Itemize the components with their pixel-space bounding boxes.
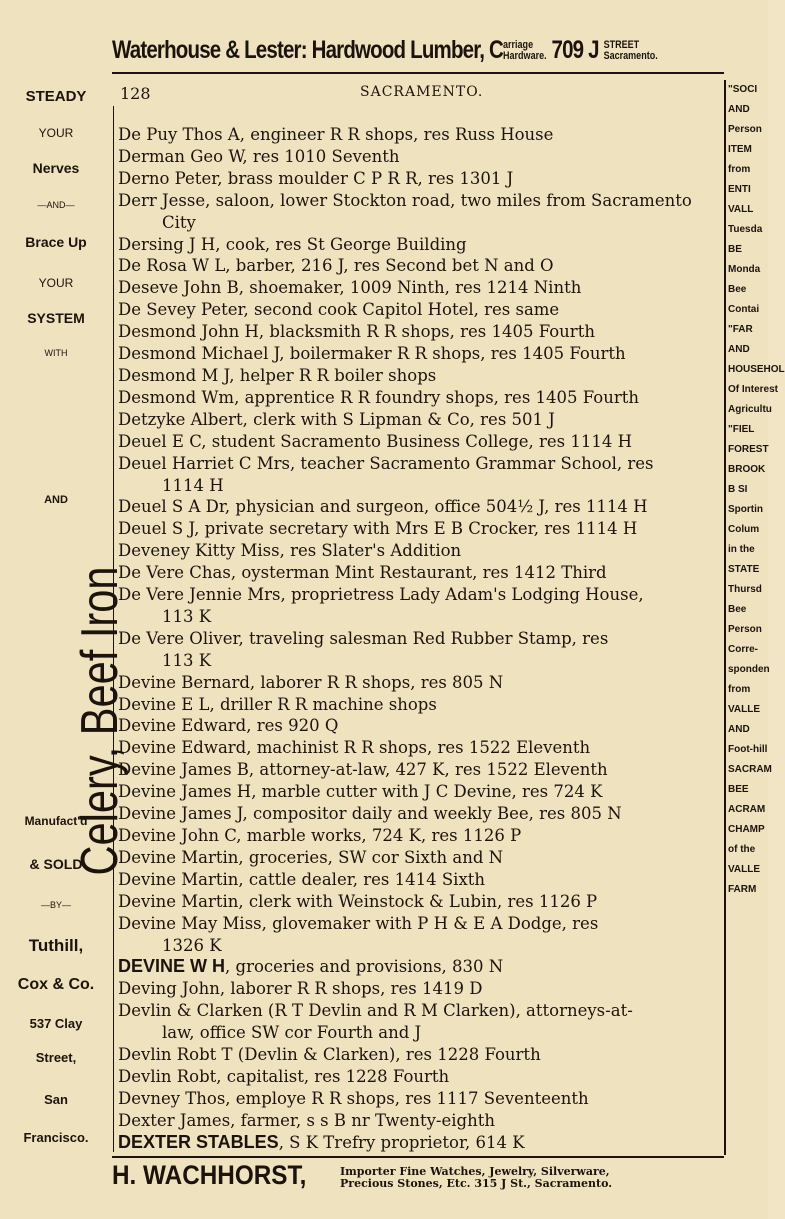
left-ad-line: YOUR (38, 126, 74, 140)
top-advertisement (112, 36, 658, 74)
top-ad-address: 709 J (551, 36, 599, 64)
strip-fragment: Corre- (728, 644, 759, 655)
directory-entry: Devine E L, driller R R machine shops (118, 694, 437, 714)
left-ad-line: Cox & Co. (17, 976, 95, 993)
directory-entry: Dersing J H, cook, res St George Building (118, 234, 467, 254)
directory-entry: Devney Thos, employe R R shops, res 1117 Seventeenth (118, 1088, 589, 1108)
left-ad-vertical-title: Celery, Beef Iron (71, 566, 129, 876)
right-edge-adjacent-page-strip (726, 80, 785, 1160)
left-ad-line: —AND— (37, 200, 75, 210)
directory-entry-continuation: City (162, 212, 196, 232)
strip-fragment: B SI (728, 484, 748, 495)
directory-entry: Devine James J, compositor daily and weekly Bee, res 805 N (118, 804, 622, 824)
strip-fragment: sponden (728, 664, 770, 675)
left-ad-line: Street, (35, 1050, 77, 1065)
strip-fragment: ENTI (728, 184, 751, 195)
directory-entry: De Rosa W L, barber, 216 J, res Second bet N and O (118, 256, 554, 276)
directory-entry: Desmond M J, helper R R boiler shops (118, 365, 437, 385)
directory-entry: Deuel E C, student Sacramento Business College, res 1114 H (118, 431, 632, 451)
strip-fragment: VALL (728, 204, 754, 215)
left-ad-line: Francisco. (23, 1130, 89, 1145)
strip-fragment: Thursd (728, 584, 762, 595)
directory-entry: De Vere Oliver, traveling salesman Red Rubber Stamp, res (118, 628, 609, 648)
strip-fragment: "FIEL (728, 424, 755, 435)
bottom-ad-line: Importer Fine Watches, Jewelry, Silverware, (340, 1165, 610, 1178)
left-ad-line: 537 Clay (29, 1016, 83, 1031)
directory-entry: Dexter James, farmer, s s B nr Twenty-eighth (118, 1110, 495, 1130)
strip-fragment: "SOCI (728, 84, 758, 95)
strip-fragment: CHAMP (728, 824, 765, 835)
strip-fragment: VALLE (728, 864, 761, 875)
directory-entry-continuation: 113 K (162, 606, 212, 626)
left-ad-line: STEADY (25, 88, 87, 105)
strip-fragment: in the (728, 544, 755, 555)
directory-entry-list (118, 124, 718, 1154)
directory-entry: Deseve John B, shoemaker, 1009 Ninth, res 1214 Ninth (118, 278, 582, 298)
strip-fragment: from (728, 684, 751, 695)
left-ad-line: & SOLD (29, 856, 83, 872)
directory-entry: Devine John C, marble works, 724 K, res 1126 P (118, 826, 522, 845)
directory-entry: Deuel S J, private secretary with Mrs E B Crocker, res 1114 H (118, 519, 638, 539)
left-ad-ampersand: AND (44, 494, 68, 506)
directory-entry-continuation: law, office SW cor Fourth and J (162, 1023, 422, 1043)
left-ad-line: YOUR (38, 276, 74, 290)
directory-entry: Deveney Kitty Miss, res Slater's Addition (118, 541, 462, 561)
strip-fragment: FARM (728, 884, 757, 895)
directory-entry: De Puy Thos A, engineer R R shops, res Russ House (118, 125, 554, 144)
strip-fragment: Colum (728, 524, 760, 535)
strip-fragment: ACRAM (728, 804, 766, 815)
directory-entry: Deuel S A Dr, physician and surgeon, office 504½ J, res 1114 H (118, 497, 648, 517)
strip-fragment: SACRAM (728, 764, 772, 775)
bottom-advertisement (112, 1160, 724, 1200)
directory-entry-continuation: 1326 K (162, 935, 222, 955)
directory-entry: De Vere Jennie Mrs, proprietress Lady Adam's Lodging House, (118, 585, 644, 605)
directory-entry-continuation: 1114 H (162, 475, 224, 495)
directory-entry: Devine Martin, groceries, SW cor Sixth and N (118, 847, 504, 867)
directory-entry: Deving John, laborer R R shops, res 1419 D (118, 979, 483, 999)
bottom-rule (112, 1156, 724, 1158)
strip-fragment: Agricultu (728, 404, 772, 415)
strip-fragment: STATE (728, 564, 760, 575)
left-ad-line: —BY— (40, 900, 71, 910)
top-ad-street: STREET Sacramento. (603, 39, 658, 63)
directory-entry: Devlin Robt T (Devlin & Clarken), res 1228 Fourth (118, 1045, 541, 1065)
directory-entry: Devine James H, marble cutter with J C Devine, res 724 K (118, 782, 603, 802)
directory-entry: Devine Edward, machinist R R shops, res 1522 Eleventh (118, 738, 591, 758)
directory-entry: Desmond John H, blacksmith R R shops, res 1405 Fourth (118, 322, 595, 342)
directory-entry: DEVINE W H, groceries and provisions, 830 N (118, 956, 504, 977)
strip-fragment: AND (728, 344, 750, 355)
strip-fragment: AND (728, 724, 750, 735)
bottom-ad-line: Precious Stones, Etc. 315 J St., Sacramento. (340, 1177, 613, 1190)
strip-fragment: FOREST (728, 444, 769, 455)
directory-entry: De Vere Chas, oysterman Mint Restaurant, res 1412 Third (118, 563, 607, 583)
strip-fragment: from (728, 164, 751, 175)
top-rule (112, 72, 724, 74)
directory-entry: DEXTER STABLES, S K Trefry proprietor, 614 K (118, 1131, 525, 1152)
left-ad-line: Tuthill, (28, 936, 84, 955)
left-margin-advertisement (0, 86, 129, 1156)
strip-fragment: "FAR (728, 324, 753, 335)
directory-entry: Devine May Miss, glovemaker with P H & E A Dodge, res (118, 913, 599, 933)
left-ad-line: WITH (44, 348, 68, 358)
strip-fragment: Foot-hill (728, 744, 768, 755)
directory-entry: Deuel Harriet C Mrs, teacher Sacramento Grammar School, res (118, 453, 654, 473)
directory-entry: Detzyke Albert, clerk with S Lipman & Co, res 501 J (118, 409, 555, 429)
strip-fragment: Of Interest (728, 384, 779, 395)
strip-fragment: ITEM (728, 144, 752, 155)
top-ad-name: Waterhouse & Lester: (112, 36, 307, 64)
strip-fragment: Bee (728, 284, 747, 295)
directory-entry: Devine Edward, res 920 Q (118, 716, 339, 736)
directory-entry: Derman Geo W, res 1010 Seventh (118, 146, 400, 166)
strip-fragment: Monda (728, 264, 761, 275)
bottom-ad-text (340, 1166, 612, 1190)
directory-entry: Devlin Robt, capitalist, res 1228 Fourth (118, 1066, 450, 1086)
entry-display-name: DEXTER STABLES (118, 1131, 279, 1152)
strip-fragment: of the (728, 844, 756, 855)
directory-entry-continuation: 113 K (162, 650, 212, 670)
strip-fragment: BEE (728, 784, 749, 795)
running-head-city: SACRAMENTO. (360, 84, 484, 100)
directory-entry: Devine Bernard, laborer R R shops, res 805 N (118, 672, 504, 692)
strip-fragment: BE (728, 244, 742, 255)
page-number: 128 (120, 84, 151, 103)
directory-entry: Devlin & Clarken (R T Devlin and R M Clarken), attorneys-at- (118, 1001, 633, 1021)
top-ad-small-text: arriage Hardware. (502, 39, 547, 63)
strip-fragment: Tuesda (728, 224, 763, 235)
strip-fragment: Bee (728, 604, 747, 615)
directory-entry: Derr Jesse, saloon, lower Stockton road, two miles from Sacramento (118, 190, 692, 210)
strip-fragment: Person (728, 624, 762, 635)
directory-entry: Desmond Michael J, boilermaker R R shops, res 1405 Fourth (118, 344, 626, 364)
directory-entry: Derno Peter, brass moulder C P R R, res 1301 J (118, 168, 514, 188)
strip-fragment: Contai (728, 304, 760, 315)
left-ad-line: SYSTEM (27, 310, 85, 326)
left-ad-line: Nerves (32, 160, 80, 176)
directory-entry: Devine James B, attorney-at-law, 427 K, res 1522 Eleventh (118, 760, 608, 780)
left-ad-line: Manufact'd (24, 814, 88, 828)
strip-fragment: AND (728, 104, 750, 115)
left-ad-line: Brace Up (25, 234, 87, 250)
strip-fragment: Sportin (728, 504, 763, 515)
strip-fragment: BROOK (728, 464, 766, 475)
bottom-ad-name: H. WACHHORST, (112, 1160, 307, 1190)
directory-entry: De Sevey Peter, second cook Capitol Hotel, res same (118, 300, 560, 320)
directory-entry: Devine Martin, cattle dealer, res 1414 Sixth (118, 869, 486, 889)
strip-fragment: HOUSEHOL (728, 364, 785, 375)
entry-display-name: DEVINE W H (118, 956, 226, 977)
strip-fragment: Person (728, 124, 762, 135)
left-ad-line: San (44, 1092, 68, 1107)
directory-entry: Devine Martin, clerk with Weinstock & Lubin, res 1126 P (118, 891, 598, 911)
directory-entry: Desmond Wm, apprentice R R foundry shops, res 1405 Fourth (118, 387, 640, 407)
strip-fragment: VALLE (728, 704, 761, 715)
top-ad-product: Hardwood Lumber, C (311, 36, 503, 64)
